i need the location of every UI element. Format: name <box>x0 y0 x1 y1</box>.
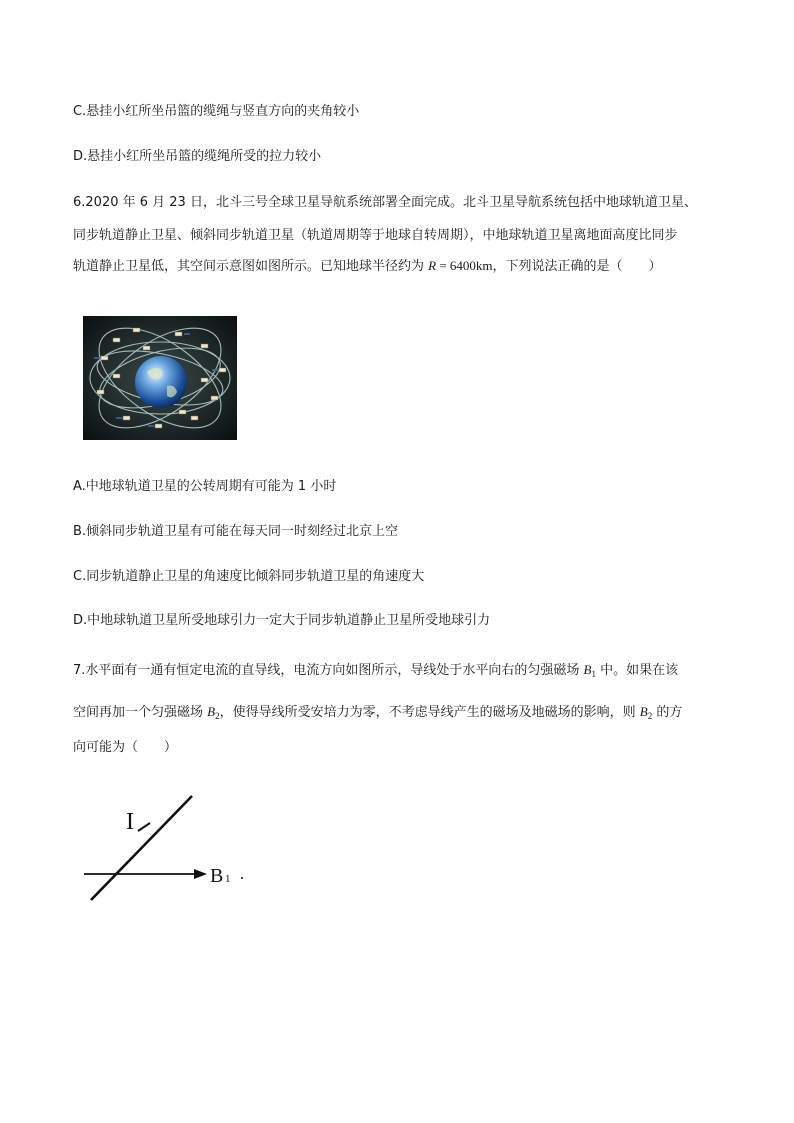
q7-stem-line1 <box>73 660 678 684</box>
b2-symbol: B <box>207 704 216 719</box>
q6-stem-line3 <box>73 256 662 277</box>
q7-stem-line1-post: 中。如果在该 <box>596 663 679 678</box>
radius-symbol: R <box>428 258 437 273</box>
q6-stem-line3-pre: 轨道静止卫星低，其空间示意图如图所示。已知地球半径约为 <box>73 259 429 274</box>
q7-stem-line3: 向可能为（ ） <box>73 740 178 755</box>
satellite-constellation-image <box>83 316 237 440</box>
q7-stem-line2 <box>73 702 682 726</box>
q6-option-c: C.同步轨道静止卫星的角速度比倾斜同步轨道卫星的角速度大 <box>73 569 425 584</box>
current-label: I <box>126 809 134 835</box>
q7-stem-line2-post: 的方 <box>652 705 683 720</box>
straight-wire <box>91 796 192 900</box>
q5-option-d: D.悬挂小红所坐吊篮的缆绳所受的拉力较小 <box>73 149 322 164</box>
field-arrow-head <box>194 869 207 879</box>
current-direction-mark <box>138 823 150 831</box>
b2-subscript: 2 <box>215 711 220 721</box>
q7-stem-line2-pre: 空间再加一个匀强磁场 <box>73 705 208 720</box>
q6-stem-line2: 同步轨道静止卫星、倾斜同步轨道卫星（轨道周期等于地球自转周期），中地球轨道卫星离地面高度比同步 <box>73 228 678 243</box>
field-label: B <box>210 865 224 887</box>
stray-dot <box>241 877 243 879</box>
q6-option-b: B.倾斜同步轨道卫星有可能在每天同一时刻经过北京上空 <box>73 524 399 539</box>
b2-symbol-second: B <box>639 704 648 719</box>
wire-field-diagram <box>80 792 260 907</box>
radius-value: = 6400km <box>436 258 493 273</box>
q6-option-d: D.中地球轨道卫星所受地球引力一定大于同步轨道静止卫星所受地球引力 <box>73 613 491 628</box>
b1-subscript: 1 <box>591 669 596 679</box>
q7-stem-line2-mid: ，使得导线所受安培力为零，不考虑导线产生的磁场及地磁场的影响，则 <box>219 705 640 720</box>
q6-option-a: A.中地球轨道卫星的公转周期有可能为 1 小时 <box>73 479 337 494</box>
q5-option-c: C.悬挂小红所坐吊篮的缆绳与竖直方向的夹角较小 <box>73 104 360 119</box>
field-label-subscript: 1 <box>225 873 231 885</box>
q6-stem-line3-post: ，下列说法正确的是（ ） <box>492 259 662 274</box>
satellite-constellation-drawing <box>83 316 237 440</box>
q6-stem-line1: 6.2020 年 6 月 23 日，北斗三号全球卫星导航系统部署全面完成。北斗卫星导航系统包括中地球轨道卫星、 <box>73 195 697 210</box>
wire-field-svg <box>80 792 260 907</box>
b2-subscript-second: 2 <box>647 711 653 721</box>
b1-symbol: B <box>583 662 592 677</box>
earth-globe <box>135 356 187 408</box>
q7-stem-line1-pre: 7.水平面有一通有恒定电流的直导线，电流方向如图所示，导线处于水平向右的匀强磁场 <box>73 663 584 678</box>
